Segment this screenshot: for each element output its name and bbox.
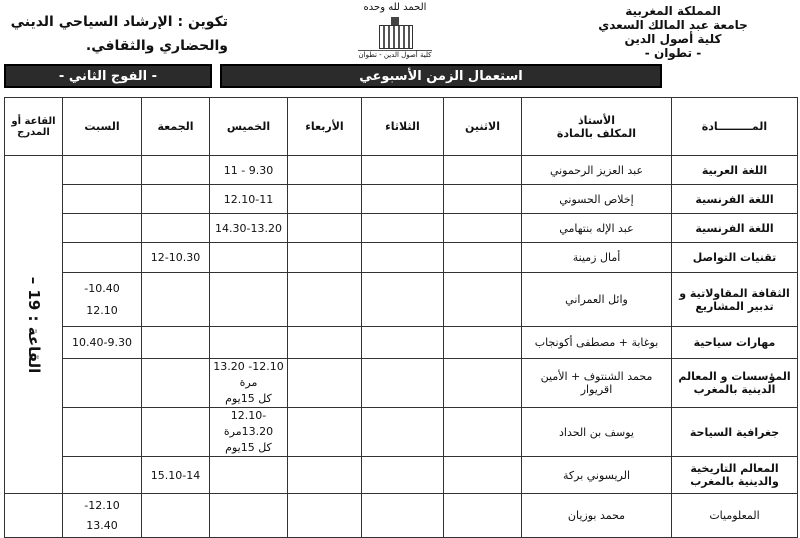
saturday-cell (63, 408, 142, 457)
professor-cell: محمد الشنتوف + الأمين اقريوار (522, 359, 672, 408)
subject-cell: المعلوميات (672, 494, 798, 538)
tuesday-cell (362, 156, 444, 185)
schedule-title: استعمال الزمن الأسبوعي (359, 68, 523, 84)
saturday-cell: 10.40-9.30 (63, 327, 142, 359)
faculty-logo (375, 15, 415, 49)
tuesday-cell (362, 243, 444, 273)
friday-cell (142, 214, 210, 243)
wednesday-cell (288, 359, 362, 408)
thursday-cell: 12.10-13.20مرة كل 15يوم (210, 408, 288, 457)
monday-cell (444, 494, 522, 538)
wednesday-cell (288, 185, 362, 214)
subject-cell: تقنيات التواصل (672, 243, 798, 273)
room-cell-empty (5, 494, 63, 538)
subject-cell: اللغة الفرنسية (672, 214, 798, 243)
friday-cell (142, 185, 210, 214)
friday-cell (142, 273, 210, 327)
saturday-cell (63, 457, 142, 494)
table-row (5, 273, 798, 327)
table-row (5, 408, 798, 457)
thursday-cell (210, 457, 288, 494)
table-row (5, 457, 798, 494)
thursday-cell: 9.30 - 11 (210, 156, 288, 185)
professor-cell: محمد بوزيان (522, 494, 672, 538)
professor-cell: وائل العمراني (522, 273, 672, 327)
table-header-row (5, 98, 798, 156)
header-subject: المـــــــــادة (672, 98, 798, 156)
monday-cell (444, 327, 522, 359)
professor-cell: إخلاص الحسوني (522, 185, 672, 214)
tuesday-cell (362, 273, 444, 327)
program-line-1: تكوين : الإرشاد السياحي الديني (10, 14, 228, 30)
institution-header (558, 4, 788, 60)
table-row (5, 494, 798, 538)
header-wednesday: الأربعاء (288, 98, 362, 156)
room-cell (5, 156, 63, 494)
thursday-cell (210, 327, 288, 359)
room-label: القاعة : 19 – (24, 276, 43, 373)
header-line: المملكة المغربية (625, 4, 721, 18)
tuesday-cell (362, 494, 444, 538)
friday-cell: 12-10.30 (142, 243, 210, 273)
wednesday-cell (288, 327, 362, 359)
group-banner (4, 64, 212, 88)
thursday-cell: 12.10-11 (210, 185, 288, 214)
monday-cell (444, 243, 522, 273)
saturday-cell (63, 185, 142, 214)
subject-cell: اللغة العربية (672, 156, 798, 185)
friday-cell (142, 327, 210, 359)
program-line-2: والحضاري والثقافي. (85, 38, 228, 54)
saturday-cell (63, 243, 142, 273)
wednesday-cell (288, 408, 362, 457)
monday-cell (444, 408, 522, 457)
saturday-cell: 10.40- 12.10 (63, 273, 142, 327)
monday-cell (444, 359, 522, 408)
header-line: جامعة عبد المالك السعدي (598, 18, 748, 32)
monday-cell (444, 457, 522, 494)
monday-cell (444, 185, 522, 214)
wednesday-cell (288, 457, 362, 494)
tuesday-cell (362, 327, 444, 359)
tuesday-cell (362, 359, 444, 408)
program-title (8, 10, 228, 58)
schedule-title-banner (220, 64, 662, 88)
saturday-cell: 12.10- 13.40 (63, 494, 142, 538)
subject-cell: اللغة الفرنسية (672, 185, 798, 214)
saturday-cell (63, 359, 142, 408)
wednesday-cell (288, 494, 362, 538)
header-monday: الاثنين (444, 98, 522, 156)
basmala-text: الحمد لله وحده (363, 2, 427, 13)
header-thursday: الخميس (210, 98, 288, 156)
tuesday-cell (362, 457, 444, 494)
header-professor: الأستاذ المكلف بالمادة (522, 98, 672, 156)
table-row (5, 327, 798, 359)
saturday-cell (63, 214, 142, 243)
table-row (5, 243, 798, 273)
thursday-cell: 12.10- 13.20 مرة كل 15يوم (210, 359, 288, 408)
friday-cell (142, 156, 210, 185)
subject-cell: المعالم التاريخية والدينية بالمغرب (672, 457, 798, 494)
logo-caption: كلية أصول الدين - تطوان (358, 51, 432, 59)
professor-cell: بوغابة + مصطفى أكونجاب (522, 327, 672, 359)
table-row (5, 214, 798, 243)
thursday-cell (210, 494, 288, 538)
emblem-block (340, 2, 450, 59)
header-room: القاعة أو المدرج (5, 98, 63, 156)
subject-cell: الثقافة المقاولاتية و تدبير المشاريع (672, 273, 798, 327)
table-row (5, 185, 798, 214)
professor-cell: عبد العزيز الرحموني (522, 156, 672, 185)
group-label: - الفوج الثاني - (58, 68, 158, 84)
friday-cell: 15.10-14 (142, 457, 210, 494)
tuesday-cell (362, 408, 444, 457)
saturday-cell (63, 156, 142, 185)
wednesday-cell (288, 243, 362, 273)
table-row (5, 156, 798, 185)
monday-cell (444, 156, 522, 185)
professor-cell: الريسوني بركة (522, 457, 672, 494)
table-row (5, 359, 798, 408)
professor-cell: عبد الإله بنتهامي (522, 214, 672, 243)
wednesday-cell (288, 214, 362, 243)
friday-cell (142, 359, 210, 408)
header-friday: الجمعة (142, 98, 210, 156)
thursday-cell: 14.30-13.20 (210, 214, 288, 243)
subject-cell: جغرافية السياحة (672, 408, 798, 457)
schedule-table (4, 97, 798, 538)
header-line: كلية أصول الدين (624, 32, 722, 46)
header-tuesday: الثلاثاء (362, 98, 444, 156)
friday-cell (142, 408, 210, 457)
subject-cell: المؤسسات و المعالم الدينية بالمغرب (672, 359, 798, 408)
wednesday-cell (288, 273, 362, 327)
thursday-cell (210, 243, 288, 273)
professor-cell: أمال زمينة (522, 243, 672, 273)
monday-cell (444, 214, 522, 243)
wednesday-cell (288, 156, 362, 185)
friday-cell (142, 494, 210, 538)
tuesday-cell (362, 185, 444, 214)
monday-cell (444, 273, 522, 327)
tuesday-cell (362, 214, 444, 243)
professor-cell: يوسف بن الحداد (522, 408, 672, 457)
header-saturday: السبت (63, 98, 142, 156)
thursday-cell (210, 273, 288, 327)
header-line: - تطوان - (644, 46, 702, 60)
subject-cell: مهارات سياحية (672, 327, 798, 359)
